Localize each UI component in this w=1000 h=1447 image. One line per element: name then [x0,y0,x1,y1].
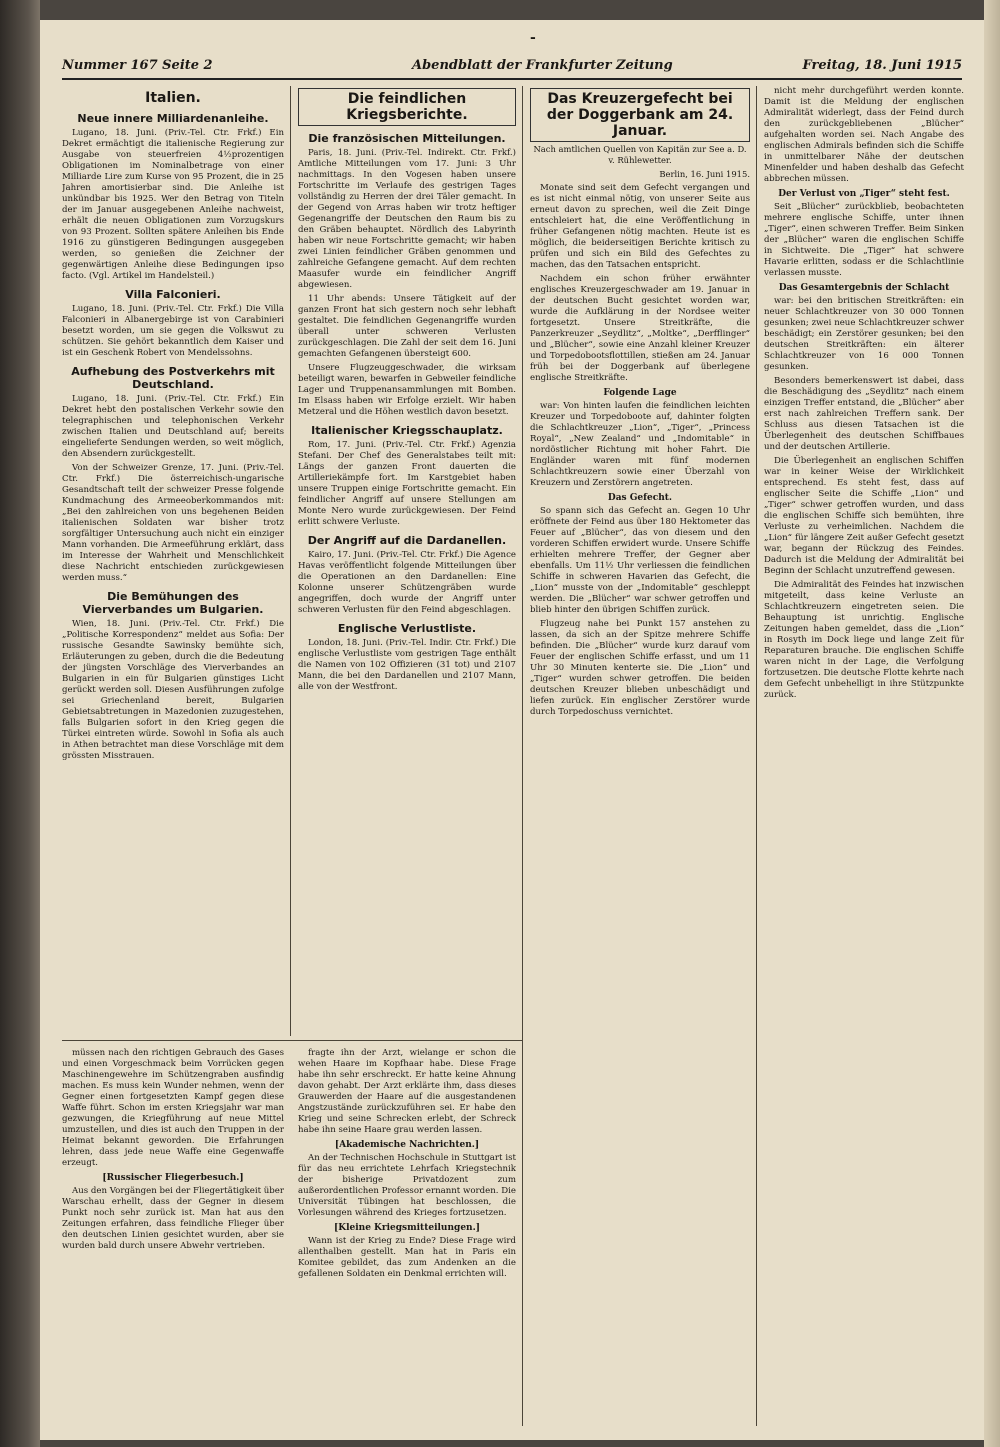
page-edge [984,0,1000,1447]
feuilleton-heading: [Russischer Fliegerbesuch.] [102,1173,244,1183]
article-text: Kairo, 17. Juni. (Priv.-Tel. Ctr. Frkf.) Die Agence Havas veröffentlicht folgende Mitteilungen über die Operationen an den Dardanellen: Eine Kolonne unserer Schützengräben wurde angegriffen, doch wurde der Angriff unter schweren Verlusten für den Feind abgeschlagen. [298,550,516,615]
article-text: Seit „Blücher“ zurückblieb, beobachteten mehrere englische Schiffe, unter ihnen „Tiger“, einen schweren Treffer. Beim Sinken der „Blücher“ waren die englischen Schiffe in Sichtweite. Die „Tiger“ hat schwere Havarie erlitten, sodass er die Schlachtlinie verlassen musste. [764,202,964,278]
article-text: London, 18. Juni. (Priv.-Tel. Indir. Ctr. Frkf.) Die englische Verlustliste vom gestrigen Tage enthält die Namen von 102 Offizieren (31 tot) und 2107 Mann, die bei den Dardanellen und 2107 Mann, alle von der Westfront. [298,638,516,692]
column-rule [522,86,523,1426]
issue-number: Nummer 167 Seite 2 [62,58,213,73]
article-heading: Die französischen Mitteilungen. [308,132,506,145]
column-rule [290,86,291,1036]
feuilleton-rule [62,1040,522,1041]
issue-date: Freitag, 18. Juni 1915 [802,58,962,73]
article-byline: Nach amtlichen Quellen von Kapitän zur See a. D. v. Rühlewetter. [533,144,747,165]
feuilleton-text: Aus den Vorgängen bei der Fliegertätigkeit über Warschau erhellt, dass der Gegner in diesem Punkt noch sehr zurück ist. Man hat aus den Zeitungen erfahren, dass feindliche Flieger über den deutschen Linien gesichtet wurden, aber sie wurden bald durch unsere Abwehr vertrieben. [62,1186,284,1251]
article-text: Wien, 18. Juni. (Priv.-Tel. Ctr. Frkf.) Die „Politische Korrespondenz“ meldet aus Sofia: Der russische Gesandte Sawinsky bemühte sich, Erläuterungen zu geben, durch die die Bedeutung der jüngsten Vorschläge des Vierverbandes an Bulgarien in ein für Bulgarien günstiges Licht gerückt werden soll. Diesen Ausführungen zufolge sei Griechenland bereit, Bulgarien Gebietsabtretungen in Mazedonien zuzugestehen, falls Bulgarien sofort in den Krieg gegen die Türkei eintreten würde. Sowohl in Sofia als auch in Athen betrachtet man diese Vorschläge mit dem grössten Misstrauen. [62,619,284,761]
feuilleton-text: fragte ihn der Arzt, wielange er schon die wehen Haare im Kopfhaar habe. Diese Frage habe ihn sehr erschreckt. Er hatte keine Ahnung davon gehabt. Der Arzt erklärte ihm, dass dieses Grauwerden der Haare auf die ausgestandenen Angstzustände zurückzuführen sei. Er habe den Krieg und seine Schrecken erlebt, der Schreck habe ihn seine Haare grau werden lassen. [298,1048,516,1135]
article-text: Paris, 18. Juni. (Priv.-Tel. Indirekt. Ctr. Frkf.) Amtliche Mitteilungen vom 17. Juni: 3 Uhr nachmittags. In den Vogesen haben unsere Fortschritte im Verlaufe des gestrigen Tages vollständig zu Herren der drei Täler gemacht. In der Gegend von Arras haben wir trotz heftiger Gegenangriffe der Deutschen den Raum bis zu den Gräben behauptet. Nördlich des Labyrinth haben wir neue Fortschritte gemacht; wir haben zwei Linien feindlicher Gräben genommen und zahlreiche Gefangene gemacht. Auf dem rechten Maasufer wurde ein feindlicher Angriff abgewiesen. [298,148,516,290]
article-heading: Englische Verlustliste. [337,622,477,635]
article-heading: Italienischer Kriegsschauplatz. [311,424,503,437]
article-text: Lugano, 18. Juni. (Priv.-Tel. Ctr. Frkf.) Ein Dekret ermächtigt die italienische Regierung zur Ausgabe von steuerfreien 4½prozentigen Obligationen im Nominalbetrage von einer Milliarde Lire zum Kurse von 95 Prozent, die in 25 Jahren amortisierbar sind. Die Anleihe ist unkündbar bis 1925. Wer den Betrag von Titeln der im Januar ausgegebenen Anleihe nachweist, erhält die neuen Obligationen zum Vorzugskurs von 93 Prozent. Sollten spätere Anleihen bis Ende 1916 zu günstigeren Bedingungen ausgegeben werden, so genießen die Zeichner der gegenwärtigen Anleihe diese Bedingungen ipso facto. (Vgl. Artikel im Handelsteil.) [62,128,284,281]
feuilleton-text: müssen nach den richtigen Gebrauch des Gases und einen Vorgeschmack beim Vorrücken gegen Maschinengewehre im Schützengraben ausfindig machen. Es muss kein Wunder nehmen, wenn der Gegner einen fortgesetzten Kampf gegen diese Waffe führt. Schon im ersten Kriegsjahr war man gezwungen, die Kriegführung auf neue Mittel umzustellen, und dies ist auch den Truppen in der Heimat bekannt geworden. Die Erfahrungen lehren, dass jede neue Waffe eine Gegenwaffe erzeugt. [62,1048,284,1168]
article-text: Unsere Flugzeuggeschwader, die wirksam beteiligt waren, bewarfen in Gebweiler feindliche Lager und Truppenansammlungen mit Bomben. Im Elsass haben wir Erfolge erzielt. Wir haben Metzeral und die Höhen westlich davon besetzt. [298,363,516,417]
article-text: Flugzeug nahe bei Punkt 157 anstehen zu lassen, da sich an der Spitze mehrere Schiffe befinden. Die „Blücher“ wurde kurz darauf vom Feuer der englischen Schiffe erfasst, und um 11 Uhr 30 Minuten kenterte sie. Die „Lion“ und „Tiger“ wurden schwer getroffen. Die beiden deutschen Kreuzer blieben unbeschädigt und liefen zurück. Ein englischer Zerstörer wurde durch Torpedoschuss vernichtet. [530,619,750,717]
feuilleton-text: Wann ist der Krieg zu Ende? Diese Frage wird allenthalben gestellt. Man hat in Paris ein Komitee gebildet, das zum Andenken an die gefallenen Soldaten ein Denkmal errichten will. [298,1236,516,1279]
section-title: Das Kreuzergefecht bei der Doggerbank am 24. Januar. [546,91,734,139]
column-kriegsberichte [298,86,516,1036]
article-text: Von der Schweizer Grenze, 17. Juni. (Priv.-Tel. Ctr. Frkf.) Die österreichisch-ungarische Gesandtschaft teilt der schweizer Presse folgende Kundmachung des Armeeoberkommandos mit: „Bei den zahlreichen von uns begehenen Beiden italienischen Soldaten war bisher trotz sorgfältiger Untersuchung auch nicht ein einziger Mann vorhanden. Die Armeeführung erklärt, dass im Interesse der Wahrheit und Menschlichkeit diese Nachricht entschieden zurückgewiesen werden muss.“ [62,463,284,583]
article-text: Rom, 17. Juni. (Priv.-Tel. Ctr. Frkf.) Agenzia Stefani. Der Chef des Generalstabes teilt mit: Längs der ganzen Front dauerten die Artilleriekämpfe fort. Im Karstgebiet haben unsere Truppen einige Fortschritte gemacht. Ein feindlicher Angriff auf unsere Stellungen am Monte Nero wurde zurückgewiesen. Der Feind erlitt schwere Verluste. [298,440,516,527]
article-heading: Neue innere Milliardenanleihe. [77,112,269,125]
feuilleton-col2 [298,1048,516,1428]
section-title-box [298,88,516,126]
article-text: war: Von hinten laufen die feindlichen leichten Kreuzer und Torpedoboote auf, dahinter folgten die Schlachtkreuzer „Lion“, „Tiger“, „Princess Royal“, „New Zealand“ und „Indomitable“ in nordöstlicher Richtung mit hoher Fahrt. Die Engländer waren mit fünf modernen Schlachtkreuzern sowie einer Überzahl von Kreuzern und Zerstörern angetreten. [530,401,750,488]
article-text: Lugano, 18. Juni. (Priv.-Tel. Ctr. Frkf.) Ein Dekret hebt den postalischen Verkehr sowie den telegraphischen und telephonischen Verkehr zwischen Italien und Deutschland auf; bereits eingelieferte Sendungen werden, so weit möglich, den Absendern zurückgestellt. [62,394,284,459]
column-doggerbank [530,86,750,1426]
article-text: Die Überlegenheit an englischen Schiffen war in keiner Weise der Wirklichkeit entsprechend. Es steht fest, dass auf englischer Seite die Schiffe „Lion“ und „Tiger“ schwer getroffen wurden, und dass die englischen Schiffe sich bemühten, ihre Verluste zu verheimlichen. Nachdem die „Lion“ für längere Zeit außer Gefecht gesetzt war, begann der Rückzug des Feindes. Dadurch ist die Meldung der Admiralität bei Beginn der Schlacht unzutreffend gewesen. [764,456,964,576]
article-heading: Die Bemühungen des Vierverbandes um Bulgarien. [82,590,264,616]
column-italien [62,86,284,1036]
article-text: war: bei den britischen Streitkräften: ein neuer Schlachtkreuzer von 30 000 Tonnen gesunken; zwei neue Schlachtkreuzer schwer beschädigt; ein Zerstörer gesunken; bei den deutschen Streitkräften: ein älterer Schlachtkreuzer von 16 000 Tonnen gesunken. [764,296,964,372]
article-heading: Der Angriff auf die Dardanellen. [307,534,507,547]
article-text: Besonders bemerkenswert ist dabei, dass die Beschädigung des „Seydlitz“ nach einem einzigen Treffer entstand, die „Blücher“ aber erst nach zahlreichen Treffern sank. Der Schluss aus diesen Tatsachen ist die Überlegenheit des deutschen Schiffbaues und der deutschen Artillerie. [764,376,964,452]
section-title: Italien. [145,90,201,106]
article-heading: Das Gesamtergebnis der Schlacht [778,283,950,293]
book-spine [0,0,40,1447]
section-title: Die feindlichen Kriegsberichte. [346,91,468,123]
newspaper-title: Abendblatt der Frankfurter Zeitung [412,58,673,73]
article-text: Die Admiralität des Feindes hat inzwischen mitgeteilt, dass keine Verluste an Schlachtkreuzern eingetreten seien. Die Behauptung ist unrichtig. Englische Zeitungen haben gemeldet, dass die „Lion“ in Rosyth im Dock liege und lange Zeit für Reparaturen brauche. Die englischen Schiffe waren nicht in der Lage, die Verfolgung fortzusetzen. Die deutsche Flotte kehrte nach dem Gefecht unbehelligt in ihre Stützpunkte zurück. [764,580,964,700]
column-rule [756,86,757,1426]
top-mark: - [530,30,536,46]
feuilleton-text: An der Technischen Hochschule in Stuttgart ist für das neu errichtete Lehrfach Kriegstechnik der bisherige Privatdozent zum außerordentlichen Professor ernannt worden. Die Universität Tübingen hat beschlossen, die Vorlesungen während des Krieges fortzusetzen. [298,1153,516,1218]
newspaper-page [40,20,984,1440]
article-heading: Das Gefecht. [607,493,673,503]
article-heading: Aufhebung des Postverkehrs mit Deutschland. [71,365,275,391]
article-heading: Der Verlust von „Tiger“ steht fest. [778,189,950,199]
article-text: 11 Uhr abends: Unsere Tätigkeit auf der ganzen Front hat sich gestern noch sehr lebhaft gestaltet. Die feindlichen Gegenangriffe wurden überall unter schweren Verlusten zurückgeschlagen. Die Zahl der seit dem 16. Juni gemachten Gefangenen übersteigt 600. [298,294,516,359]
section-title-box [530,88,750,142]
masthead [62,58,962,80]
feuilleton-col1 [62,1048,284,1428]
article-text: Nachdem ein schon früher erwähnter englisches Kreuzergeschwader am 19. Januar in der deutschen Bucht gesichtet worden war, wurde die Aufklärung in der Nordsee weiter fortgesetzt. Unsere Streitkräfte, die Panzerkreuzer „Seydlitz“, „Moltke“, „Derfflinger“ und „Blücher“, sowie eine Anzahl kleiner Kreuzer und Torpedobootsflottillen, stießen am 24. Januar früh bei der Doggerbank auf überlegene englische Streitkräfte. [530,274,750,383]
feuilleton-heading: [Kleine Kriegsmitteilungen.] [334,1223,480,1233]
article-heading: Folgende Lage [603,388,677,398]
article-text: So spann sich das Gefecht an. Gegen 10 Uhr eröffnete der Feind aus über 180 Hektometer das Feuer auf „Blücher“, das von diesem und den vorderen Schiffen erwidert wurde. Unsere Schiffe erhielten mehrere Treffer, der Gegner aber ebenfalls. Um 11½ Uhr verliessen die feindlichen Schiffe in schweren Havarien das Gefecht, die „Lion“ musste von der „Indomitable“ geschleppt werden. Die „Blücher“ war schwer getroffen und blieb hinter den übrigen Schiffen zurück. [530,506,750,615]
feuilleton-heading: [Akademische Nachrichten.] [334,1140,480,1150]
column-doggerbank-cont [764,86,964,1426]
article-text: Lugano, 18. Juni. (Priv.-Tel. Ctr. Frkf.) Die Villa Falconieri in Albanergebirge ist von Carabinieri besetzt worden, um sie gegen die Volkswut zu schützen. Sie gehört bekanntlich dem Kaiser und ist ein Geschenk Robert von Mendelssohns. [62,304,284,358]
article-text: nicht mehr durchgeführt werden konnte. Damit ist die Meldung der englischen Admiralität widerlegt, dass der Feind durch den zurückgebliebenen „Blücher“ aufgehalten worden sei. Nach Angabe des englischen Admirals befinden sich die Schiffe in unmittelbarer Nähe der deutschen Minenfelder und haben deshalb das Gefecht abbrechen müssen. [764,86,964,184]
article-text: Monate sind seit dem Gefecht vergangen und es ist nicht einmal nötig, von unserer Seite aus erneut davon zu sprechen, weil die Zeit Dinge entschleiert hat, die eine Veröffentlichung in früher Gefangenen nötig machten. Heute ist es möglich, die beiderseitigen Berichte kritisch zu prüfen und sich ein Bild des Gefechtes zu machen, das den Tatsachen entspricht. [530,183,750,270]
article-dateline: Berlin, 16. Juni 1915. [659,169,750,179]
article-heading: Villa Falconieri. [125,288,221,301]
